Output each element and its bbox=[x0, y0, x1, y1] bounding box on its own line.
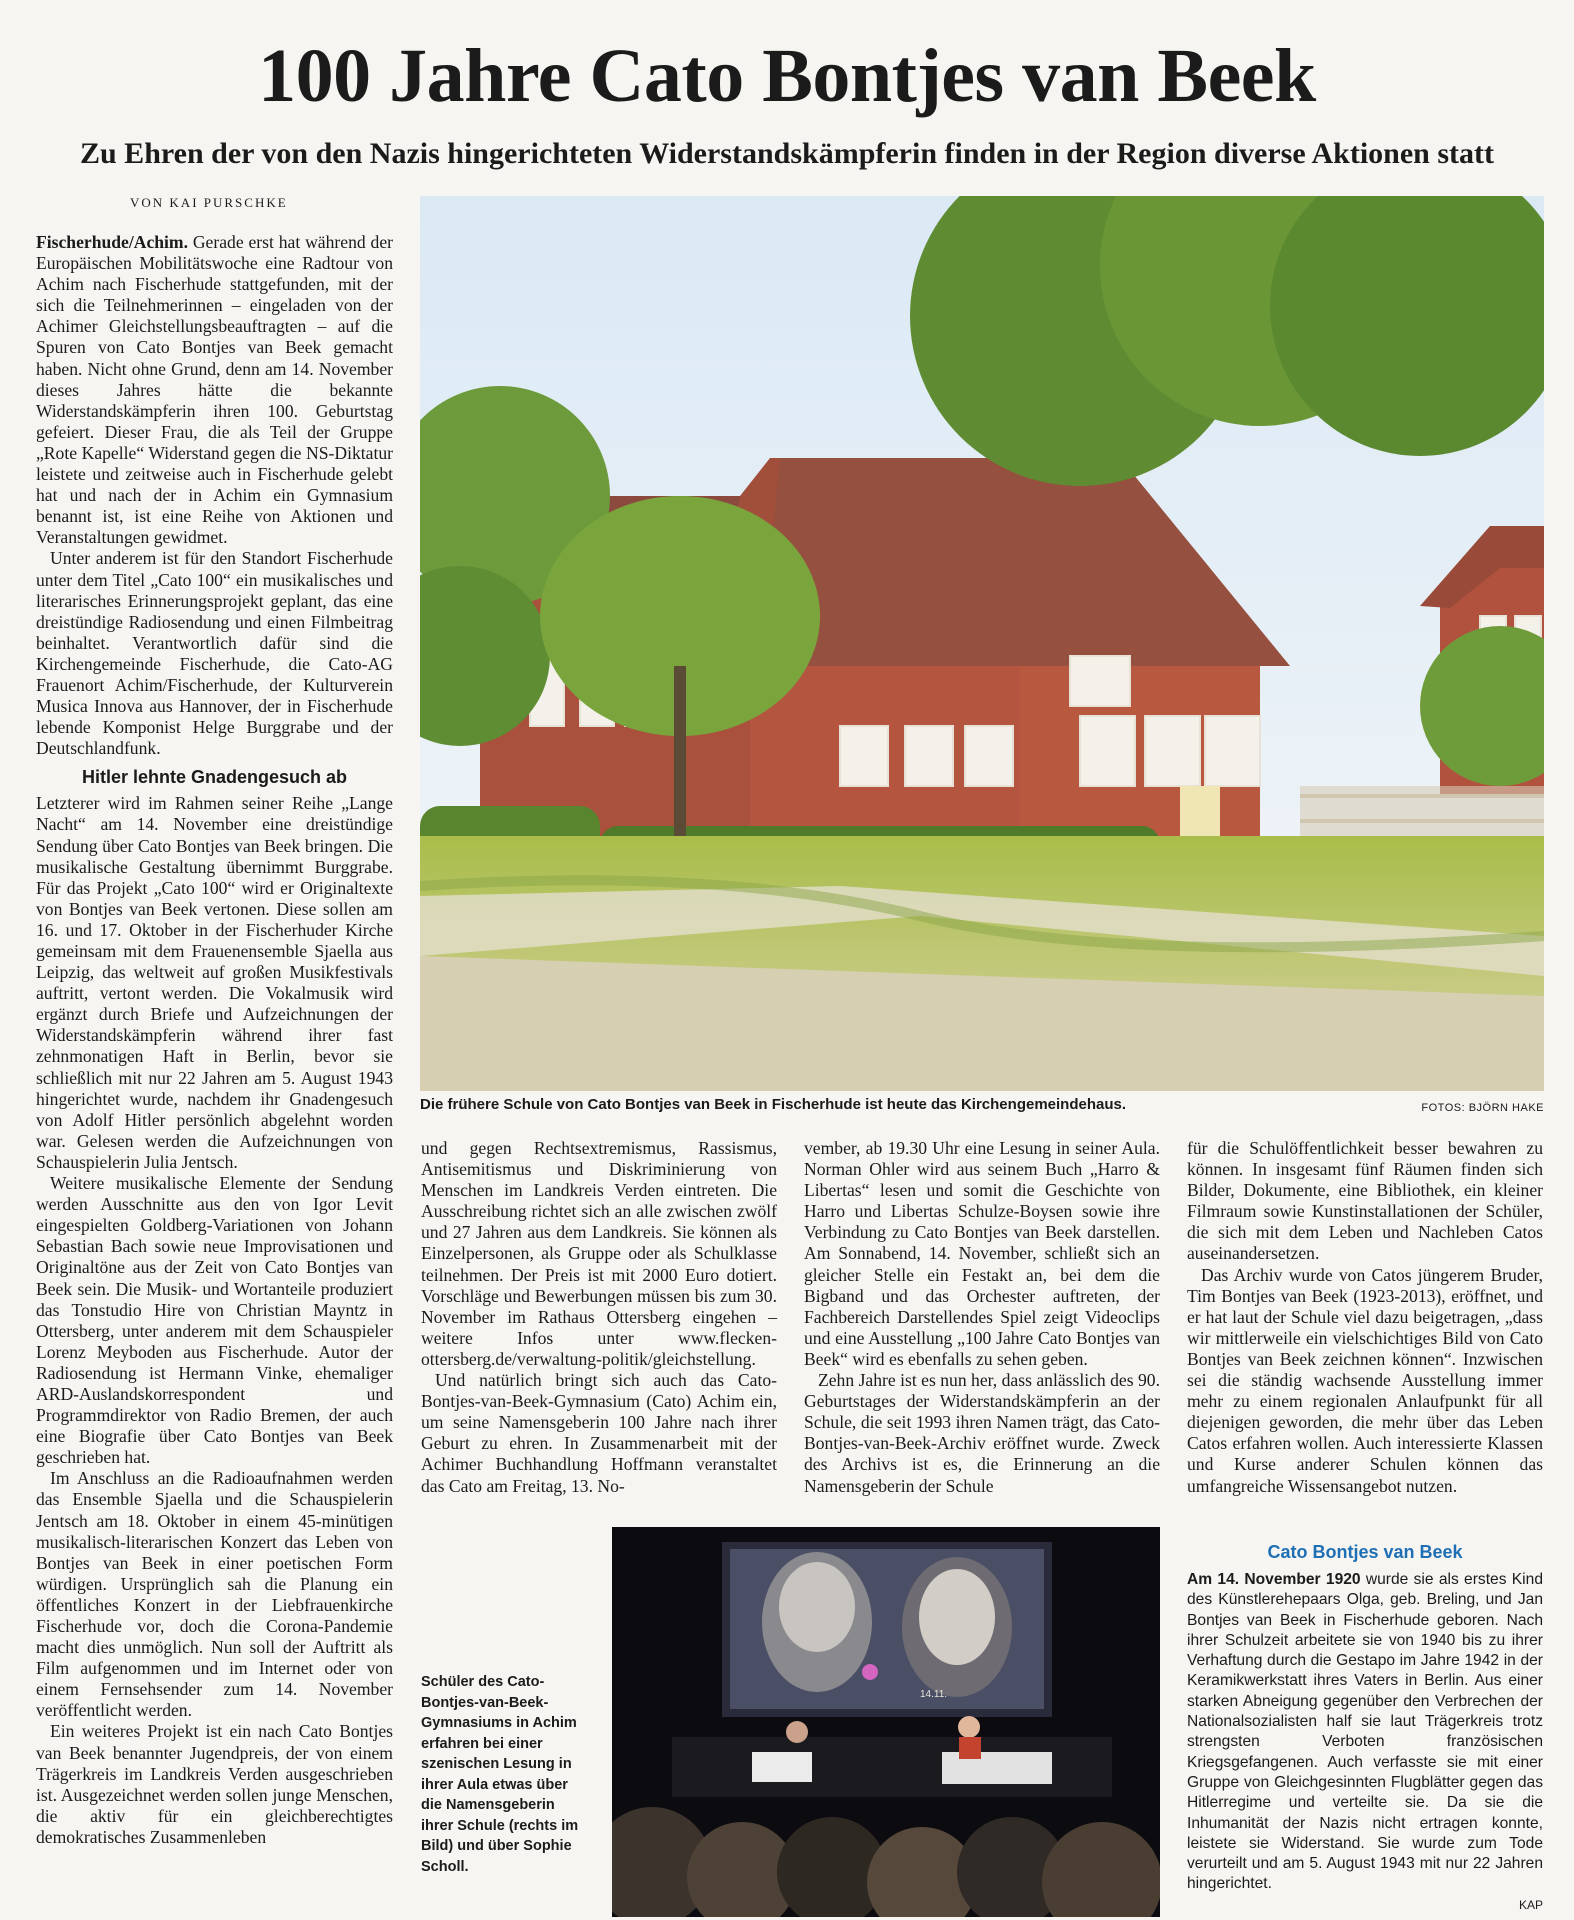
school-building-photo bbox=[420, 196, 1544, 1091]
info-box bbox=[1187, 1540, 1543, 1915]
paragraph: Letzterer wird im Rahmen seiner Reihe „Lange Nacht“ am 14. November eine dreistündige Sendung über Cato Bontjes van Beek bringen. Die musikalische Gestaltung übernimmt Burggrabe. Für das Projekt „Cato 100“ wird er Originaltexte von Bontjes van Beek vertonen. Diese sollen am 16. und 17. Oktober in der Fischerhuder Kirche gemeinsam mit dem Frauenensemble Sjaella aus Leipzig, das weltweit auf großen Musikfestivals auftritt, vertont werden. Die Vokalmusik wird ergänzt durch Briefe und Aufzeichnungen der Widerstandskämpferin während ihrer fast zehnmonatigen Haft in Berlin, bevor sie schließlich mit nur 22 Jahren am 5. August 1943 hingerichtet wurde, nachdem ihr Gnadengesuch von Adolf Hitler persönlich abgelehnt worden war. Gelesen werden die Aufzeichnungen von Schauspielerin Julia Jentsch. bbox=[36, 793, 393, 1172]
screen-date-label: 14.11. bbox=[920, 1689, 948, 1700]
info-box-heading: Cato Bontjes van Beek bbox=[1267, 1542, 1463, 1562]
paragraph-text: Gerade erst hat während der Europäischen Mobilitätswoche eine Radtour von Achim nach Fischerhude stattgefunden, mit der sich die Teilnehmerinnen – eingeladen von der Achimer Gleichstellungsbeauftragten – auf die Spuren von Cato Bontjes van Beek gemacht haben. Nicht ohne Grund, denn am 14. November dieses Jahres hätte die bekannte Widerstandskämpferin ihren 100. Geburtstag gefeiert. Dieser Frau, die als Teil der Gruppe „Rote Kapelle“ Widerstand gegen die NS-Diktatur leistete und zeitweise auch in Fischerhude gelebt hat und nach der in Achim ein Gymnasium benannt ist, ist eine Reihe von Aktionen und Veranstaltungen gewidmet. bbox=[36, 232, 393, 548]
paragraph: Im Anschluss an die Radioaufnahmen werden das Ensemble Sjaella und die Schauspielerin Jentsch am 18. Oktober in einem 45-minütigen musikalisch-literarischen Konzert das Leben von Bontjes van Beek in einer poetischen Form würdigen. Ursprünglich sah die Planung ein öffentliches Konzert in der Liebfrauenkirche Fischerhude vor, doch die Corona-Pandemie macht dies unmöglich. Nun soll der Auftritt als Film aufgenommen und im Internet oder von einem Fernsehsender zum 14. November veröffentlicht werden. bbox=[36, 1468, 393, 1721]
paragraph: Ein weiteres Projekt ist ein nach Cato Bontjes van Beek benannter Jugendpreis, der von einem Trägerkreis im Landkreis Verden ausgeschrieben ist. Ausgezeichnet werden sollen junge Menschen, die aktiv für ein gleichberechtigtes demokratisches Zusammenleben bbox=[36, 1721, 393, 1847]
paragraph bbox=[36, 232, 393, 548]
photo-caption-aula: Schüler des Cato-Bontjes-van-Beek-Gymnasiums in Achim erfahren bei einer szenischen Lesung in ihrer Aula etwas über die Namensgeberin ihrer Schule (rechts im Bild) und über Sophie Scholl. bbox=[421, 1674, 579, 1875]
paragraph: Weitere musikalische Elemente der Sendung werden Ausschnitte aus den von Igor Levit eingespielten Goldberg-Variationen von Johann Sebastian Bach sowie neue Improvisationen und Originaltöne aus der Zeit von Cato Bontjes van Beek sein. Die Musik- und Wortanteile produziert das Tonstudio Hire von Christian Mayntz in Ottersberg, unter anderem mit dem Schauspieler Lorenz Meyboden aus Fischerhude. Autor der Radiosendung ist Hermann Vinke, ehemaliger ARD-Auslandskorrespondent und Programmdirektor von Radio Bremen, der auch eine Biografie über Cato Bontjes van Beek geschrieben hat. bbox=[36, 1173, 393, 1468]
paragraph: Und natürlich bringt sich auch das Cato-Bontjes-van-Beek-Gymnasium (Cato) Achim ein, um seine Namensgeberin 100 Jahre nach ihrer Geburt zu ehren. In Zusammenarbeit mit der Achimer Buchhandlung Hoffmann veranstaltet das Cato am Freitag, 13. No- bbox=[421, 1370, 777, 1496]
info-box-text bbox=[1187, 1570, 1543, 1895]
article-column-2 bbox=[421, 1138, 777, 1497]
headline: 100 Jahre Cato Bontjes van Beek bbox=[258, 34, 1316, 118]
article-column-4 bbox=[1187, 1138, 1543, 1497]
paragraph: für die Schulöffentlichkeit besser bewahren zu können. In insgesamt fünf Räumen finden sich Bilder, Dokumente, eine Bibliothek, ein kleiner Filmraum sowie Kunstinstallationen der Schüler, die sich mit dem Leben und Nachleben Catos auseinandersetzen. bbox=[1187, 1138, 1543, 1264]
photo-credit: FOTOS: BJÖRN HAKE bbox=[1421, 1102, 1544, 1114]
section-heading: Hitler lehnte Gnadengesuch ab bbox=[81, 767, 348, 788]
author-signature: KAP bbox=[1518, 1897, 1543, 1912]
info-box-lead: Am 14. November 1920 bbox=[1187, 1571, 1361, 1588]
paragraph: Das Archiv wurde von Catos jüngerem Bruder, Tim Bontjes van Beek (1923-2013), eröffnet, und er hat laut der Schule viel dazu beigetragen, „dass wir mittlerweile ein vielschichtiges Bild von Cato Bontjes van Beek zeichnen können“. Inzwischen sei die ständig wachsende Ausstellung immer mehr zu einem regionalen Anlaufpunkt für all diejenigen geworden, die mehr über das Leben Catos erfahren wollen. Auch interessierte Klassen und Kurse anderer Schulen können das umfangreiche Wissensangebot nutzen. bbox=[1187, 1264, 1543, 1496]
article-column-3 bbox=[804, 1138, 1160, 1497]
paragraph: Unter anderem ist für den Standort Fischerhude unter dem Titel „Cato 100“ ein musikalisches und literarisches Erinnerungsprojekt geplant, das eine dreistündige Radiosendung und einen Filmbeitrag beinhaltet. Verantwortlich dafür sind die Kirchengemeinde Fischerhude, die Cato-AG Frauenort Achim/Fischerhude, der Kulturverein Musica Innova aus Hannover, der in Fischerhude lebende Komponist Helge Burggrabe und der Deutschlandfunk. bbox=[36, 548, 393, 759]
byline: VON KAI PURSCHKE bbox=[130, 195, 288, 210]
dateline: Fischerhude/Achim. bbox=[36, 232, 188, 252]
paragraph: und gegen Rechtsextremismus, Rassismus, Antisemitismus und Diskriminierung von Menschen im Landkreis Verden eintreten. Die Ausschreibung richtet sich an alle zwischen zwölf und 27 Jahren aus dem Landkreis. Sie können als Einzelpersonen, als Gruppe oder als Schulklasse teilnehmen. Der Preis ist mit 2000 Euro dotiert. Vorschläge und Bewerbungen müssen bis zum 30. November im Rathaus Ottersberg eingehen – weitere Infos unter www.flecken-ottersberg.de/verwaltung-politik/gleichstellung. bbox=[421, 1138, 777, 1369]
photo-caption-school: Die frühere Schule von Cato Bontjes van Beek in Fischerhude ist heute das Kirchengemeindehaus. bbox=[420, 1096, 1127, 1113]
paragraph: Zehn Jahre ist es nun her, dass anlässlich des 90. Geburtstages der Widerstandskämpferin an der Schule, die seit 1993 ihren Namen trägt, das Cato-Bontjes-van-Beek-Archiv eröffnet wurde. Zweck des Archivs ist es, die Erinnerung an die Namensgeberin der Schule bbox=[804, 1370, 1160, 1496]
paragraph: vember, ab 19.30 Uhr eine Lesung in seiner Aula. Norman Ohler wird aus seinem Buch „Harro & Libertas“ lesen und somit die Geschichte von Harro und Libertas Schulze-Boysen sowie ihre Verbindung zu Cato Bontjes van Beek darstellen. Am Sonnabend, 14. November, schließt sich an gleicher Stelle ein Festakt an, bei dem die Bigband und das Orchester auftreten, der Fachbereich Darstellendes Spiel zeigt Videoclips und eine Ausstellung „100 Jahre Cato Bontjes van Beek“ wird es ebenfalls zu sehen geben. bbox=[804, 1138, 1160, 1369]
info-box-body: wurde sie als erstes Kind des Künstlerehepaars Olga, geb. Breling, und Jan Bontjes van Beek in Fischerhude geboren. Nach ihrer Schulzeit arbeitete sie von 1940 bis zu ihrer Verhaftung durch die Gestapo im Jahre 1942 in der Keramikwerkstatt ihres Vaters in Berlin. Aus einer starken Abneigung gegenüber den Verbrechen der Nationalsozialisten half sie laut Trägerkreis trotz strengsten Verboten französischen Kriegsgefangenen. Auch verfasste sie mit einer Gruppe von Gleichgesinnten Flugblätter gegen das Hitlerregime und verteilte sie. Da sie die Inhumanität der Nazis nicht ertragen konnte, leistete sie Widerstand. Sie wurde zum Tode verurteilt und am 5. August 1943 mit nur 22 Jahren hingerichtet. bbox=[1187, 1571, 1543, 1893]
article-column-1 bbox=[36, 232, 393, 1848]
aula-reading-photo bbox=[612, 1527, 1160, 1917]
subheadline: Zu Ehren der von den Nazis hingerichteten Widerstandskämpferin finden in der Region diverse Aktionen statt bbox=[79, 137, 1494, 170]
